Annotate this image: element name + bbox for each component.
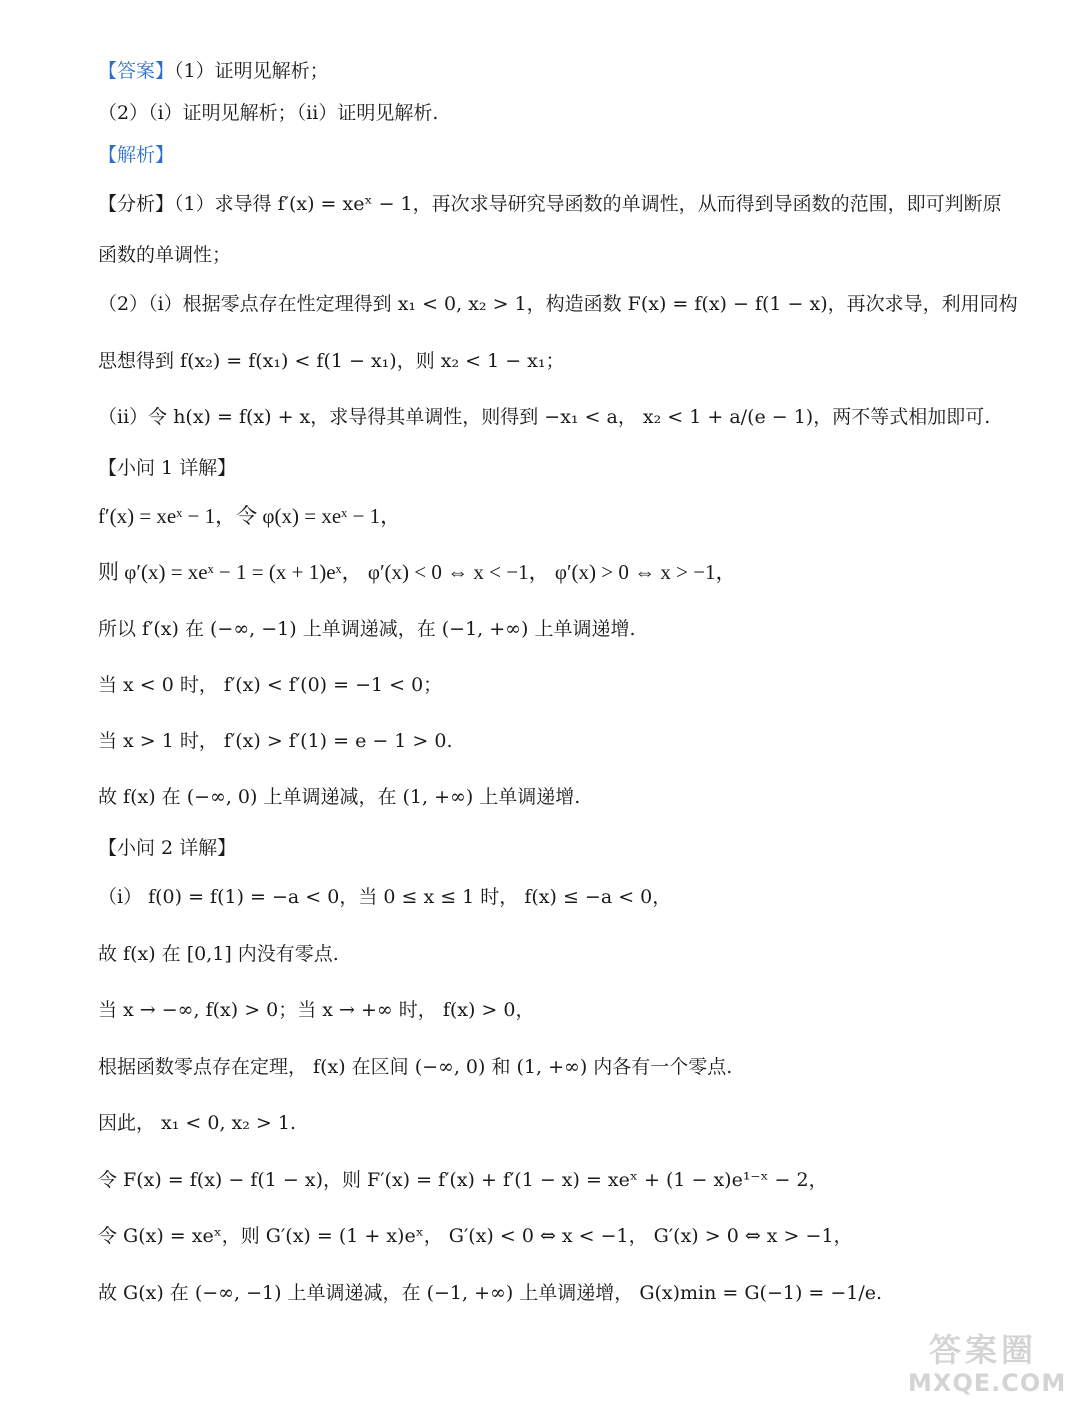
q2-line-7: 令 G(x) = xeˣ，则 G′(x) = (1 + x)eˣ， G′(x) < 0 ⇔ x < −1， G′(x) > 0 ⇔ x > −1， bbox=[98, 1225, 853, 1247]
watermark-bottom: MXQE.COM bbox=[908, 1369, 1067, 1397]
answer-label: 【答案】 bbox=[98, 60, 175, 82]
answer-text: （1）证明见解析； bbox=[174, 60, 329, 82]
analysis-line-5: （ii）令 h(x) = f(x) + x，求导得其单调性，则得到 −x₁ < a， x₂ < 1 + a/(e − 1)，两不等式相加即可. bbox=[98, 406, 991, 428]
q1-line-4: 当 x < 0 时， f′(x) < f′(0) = −1 < 0； bbox=[98, 674, 443, 696]
q1-header: 【小问 1 详解】 bbox=[98, 457, 237, 479]
q1-line-1: f′(x) = xeˣ − 1，令 φ(x) = xeˣ − 1， bbox=[98, 504, 402, 528]
q2-line-6: 令 F(x) = f(x) − f(1 − x)，则 F′(x) = f′(x) + f′(1 − x) = xeˣ + (1 − x)e¹⁻ˣ − 2， bbox=[98, 1169, 828, 1191]
watermark-top: 答案圈 bbox=[928, 1331, 1037, 1369]
q1-line-6: 故 f(x) 在 (−∞, 0) 上单调递减，在 (1, +∞) 上单调递增. bbox=[98, 786, 581, 808]
q1-line-2: 则 φ′(x) = xeˣ − 1 = (x + 1)eˣ， φ′(x) < 0 ⇔ x < −1， φ′(x) > 0 ⇔ x > −1， bbox=[98, 560, 737, 584]
analysis-line-1: 【分析】（1）求导得 f′(x) = xeˣ − 1，再次求导研究导函数的单调性，从而得到导函数的范围，即可判断原 bbox=[98, 193, 1002, 215]
q2-line-1: （i） f(0) = f(1) = −a < 0，当 0 ≤ x ≤ 1 时， f(x) ≤ −a < 0， bbox=[98, 886, 672, 908]
answer-line bbox=[98, 58, 329, 84]
analysis-line-2: 函数的单调性； bbox=[98, 244, 232, 266]
analysis-line-4: 思想得到 f(x₂) = f(x₁) < f(1 − x₁)，则 x₂ < 1 − x₁； bbox=[98, 350, 565, 372]
analysis-header: 【解析】 bbox=[98, 144, 175, 166]
q2-line-4: 根据函数零点存在定理， f(x) 在区间 (−∞, 0) 和 (1, +∞) 内各有一个零点. bbox=[98, 1056, 733, 1078]
q1-line-5: 当 x > 1 时， f′(x) > f′(1) = e − 1 > 0. bbox=[98, 730, 453, 752]
watermark bbox=[908, 1331, 1067, 1403]
q2-line-3: 当 x → −∞, f(x) > 0；当 x → +∞ 时， f(x) > 0， bbox=[98, 999, 535, 1021]
q2-header: 【小问 2 详解】 bbox=[98, 837, 237, 859]
q2-line-8: 故 G(x) 在 (−∞, −1) 上单调递减，在 (−1, +∞) 上单调递增， G(x)min = G(−1) = −1/e. bbox=[98, 1282, 883, 1304]
answer-line-2: （2）（i）证明见解析；（ii）证明见解析. bbox=[98, 102, 439, 124]
analysis-line-3: （2）（i）根据零点存在性定理得到 x₁ < 0, x₂ > 1，构造函数 F(x) = f(x) − f(1 − x)，再次求导，利用同构 bbox=[98, 293, 1018, 315]
q1-line-3: 所以 f′(x) 在 (−∞, −1) 上单调递减，在 (−1, +∞) 上单调递增. bbox=[98, 618, 636, 640]
q2-line-2: 故 f(x) 在 [0,1] 内没有零点. bbox=[98, 943, 339, 965]
q2-line-5: 因此， x₁ < 0, x₂ > 1. bbox=[98, 1112, 296, 1134]
